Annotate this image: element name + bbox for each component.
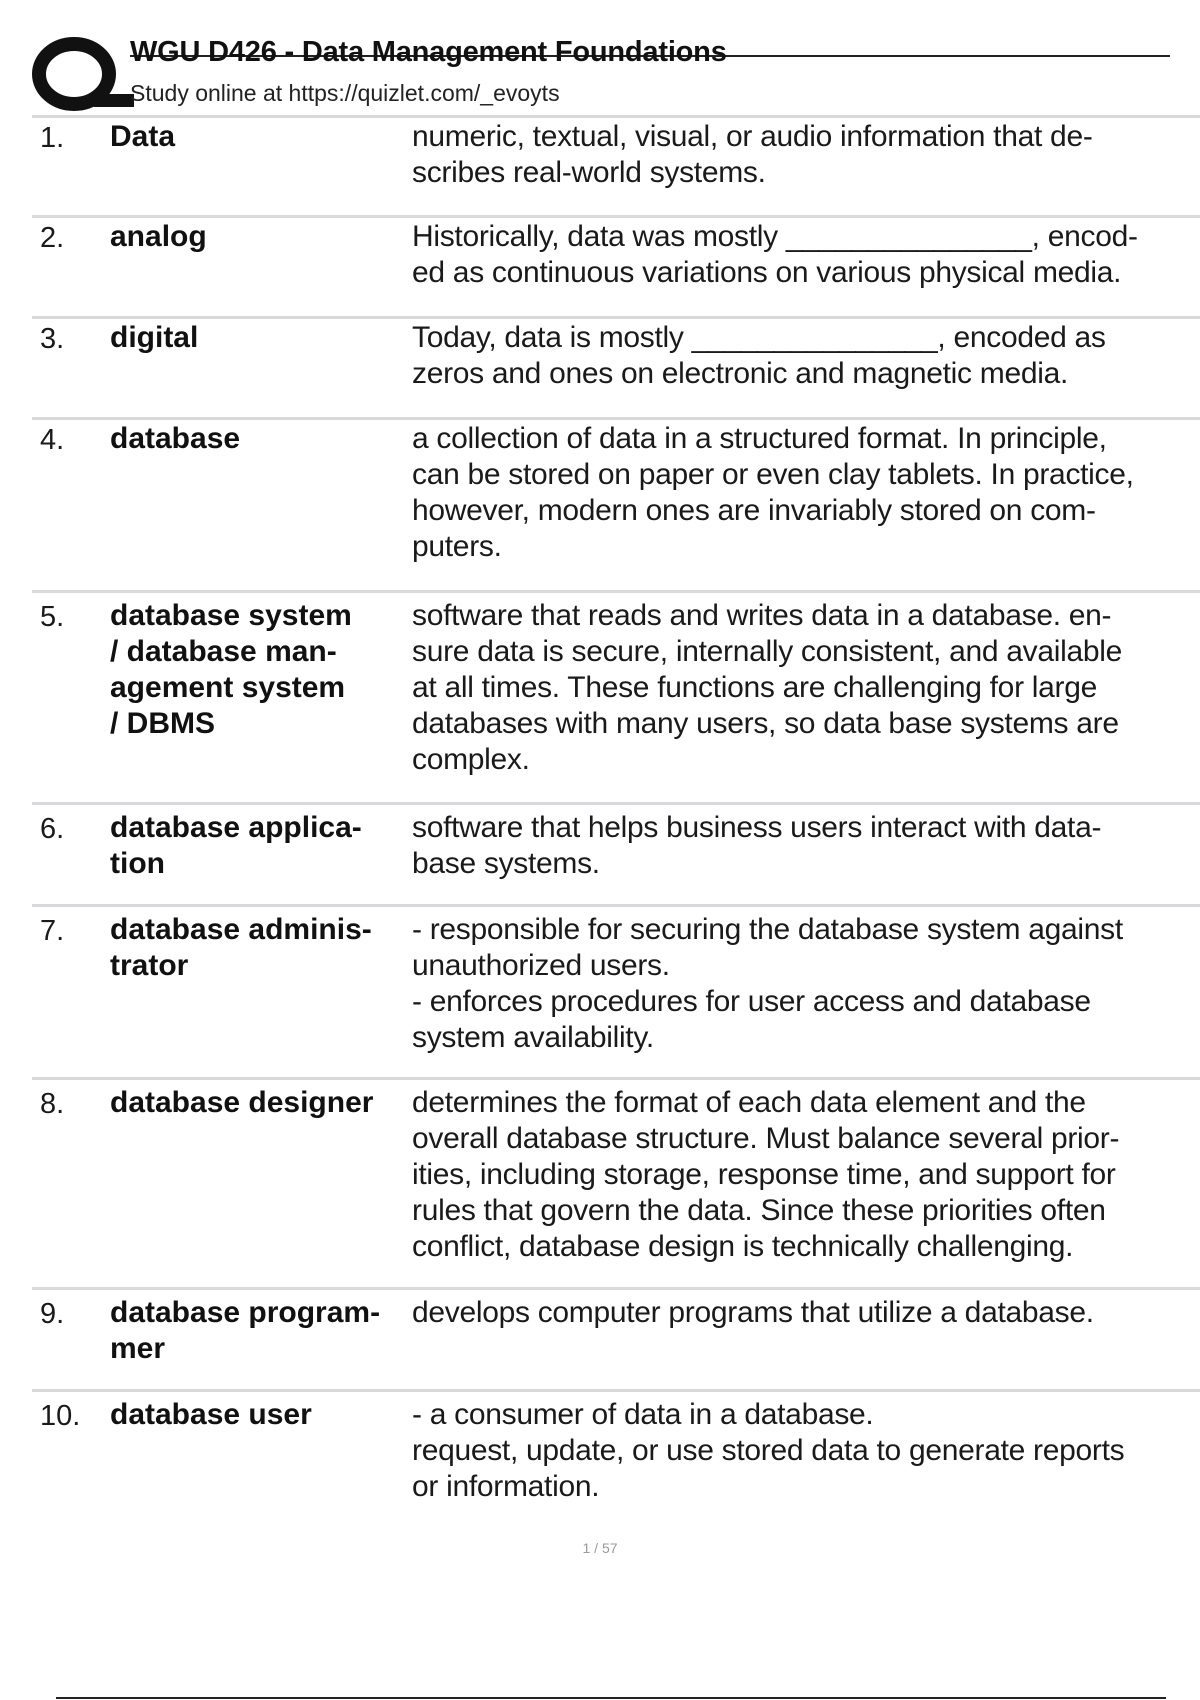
row-definition: a collection of data in a structured format. In principle, can be stored on paper or even clay tablets. In practice, however, modern ones are invariably stored on com- puters.: [412, 422, 1134, 563]
page-header: [30, 30, 1140, 118]
row-number: 8.: [40, 1088, 65, 1120]
flashcard-row: [32, 904, 1200, 1077]
quizlet-q-logo-icon: [32, 34, 134, 114]
row-number: 4.: [40, 424, 65, 456]
row-definition: Historically, data was mostly _______________, encod- ed as continuous variations on various physical media.: [412, 220, 1138, 289]
row-definition: develops computer programs that utilize a database.: [412, 1296, 1094, 1329]
row-number: 1.: [40, 122, 65, 154]
row-term: database user: [110, 1398, 312, 1431]
row-definition: determines the format of each data element and the overall database structure. Must balance several prior- ities, including storage, response time, and support for rules that govern the data. Since these priorities often conflict, database design is technically challenging.: [412, 1086, 1120, 1263]
row-definition: - responsible for securing the database system against unauthorized users. - enforces procedures for user access and database system availability.: [412, 913, 1123, 1054]
row-number: 6.: [40, 813, 65, 845]
row-number: 7.: [40, 915, 65, 947]
row-term: database adminis- trator: [110, 913, 372, 982]
row-term: database program- mer: [110, 1296, 381, 1365]
row-definition: software that helps business users interact with data- base systems.: [412, 811, 1102, 880]
row-term: database system / database man- agement system / DBMS: [110, 599, 352, 740]
row-term: digital: [110, 321, 199, 354]
document-subtitle: Study online at https://quizlet.com/_evoyts: [130, 80, 560, 106]
page-indicator: 1 / 57: [582, 1540, 618, 1556]
row-definition: - a consumer of data in a database. request, update, or use stored data to generate reports or information.: [412, 1398, 1125, 1503]
flashcard-row: [32, 316, 1200, 417]
flashcard-row: [32, 1287, 1200, 1389]
row-number: 10.: [40, 1400, 81, 1432]
row-term: Data: [110, 120, 176, 153]
document-title: WGU D426 - Data Management Foundations: [130, 36, 727, 68]
row-term: analog: [110, 220, 207, 253]
flashcard-row: [32, 802, 1200, 904]
flashcard-row: [32, 1077, 1200, 1287]
row-term: database: [110, 422, 241, 455]
flashcard-row: [32, 215, 1200, 316]
row-number: 9.: [40, 1298, 65, 1330]
flashcard-list: [32, 115, 1200, 1519]
row-definition: software that reads and writes data in a database. en- sure data is secure, internally consistent, and available at all times. These functions are challenging for large databases with many users, so data base systems are complex.: [412, 599, 1122, 776]
row-number: 5.: [40, 601, 65, 633]
flashcard-row: [32, 115, 1200, 215]
footer-rule: [56, 1697, 1166, 1699]
flashcard-row: [32, 1389, 1200, 1519]
row-number: 3.: [40, 323, 65, 355]
row-term: database designer: [110, 1086, 374, 1119]
row-term: database applica- tion: [110, 811, 362, 880]
row-definition: Today, data is mostly _______________, encoded as zeros and ones on electronic and magnetic media.: [412, 321, 1106, 390]
row-definition: numeric, textual, visual, or audio information that de- scribes real-world systems.: [412, 120, 1093, 189]
row-number: 2.: [40, 222, 65, 254]
flashcard-row: [32, 417, 1200, 590]
flashcard-row: [32, 590, 1200, 802]
